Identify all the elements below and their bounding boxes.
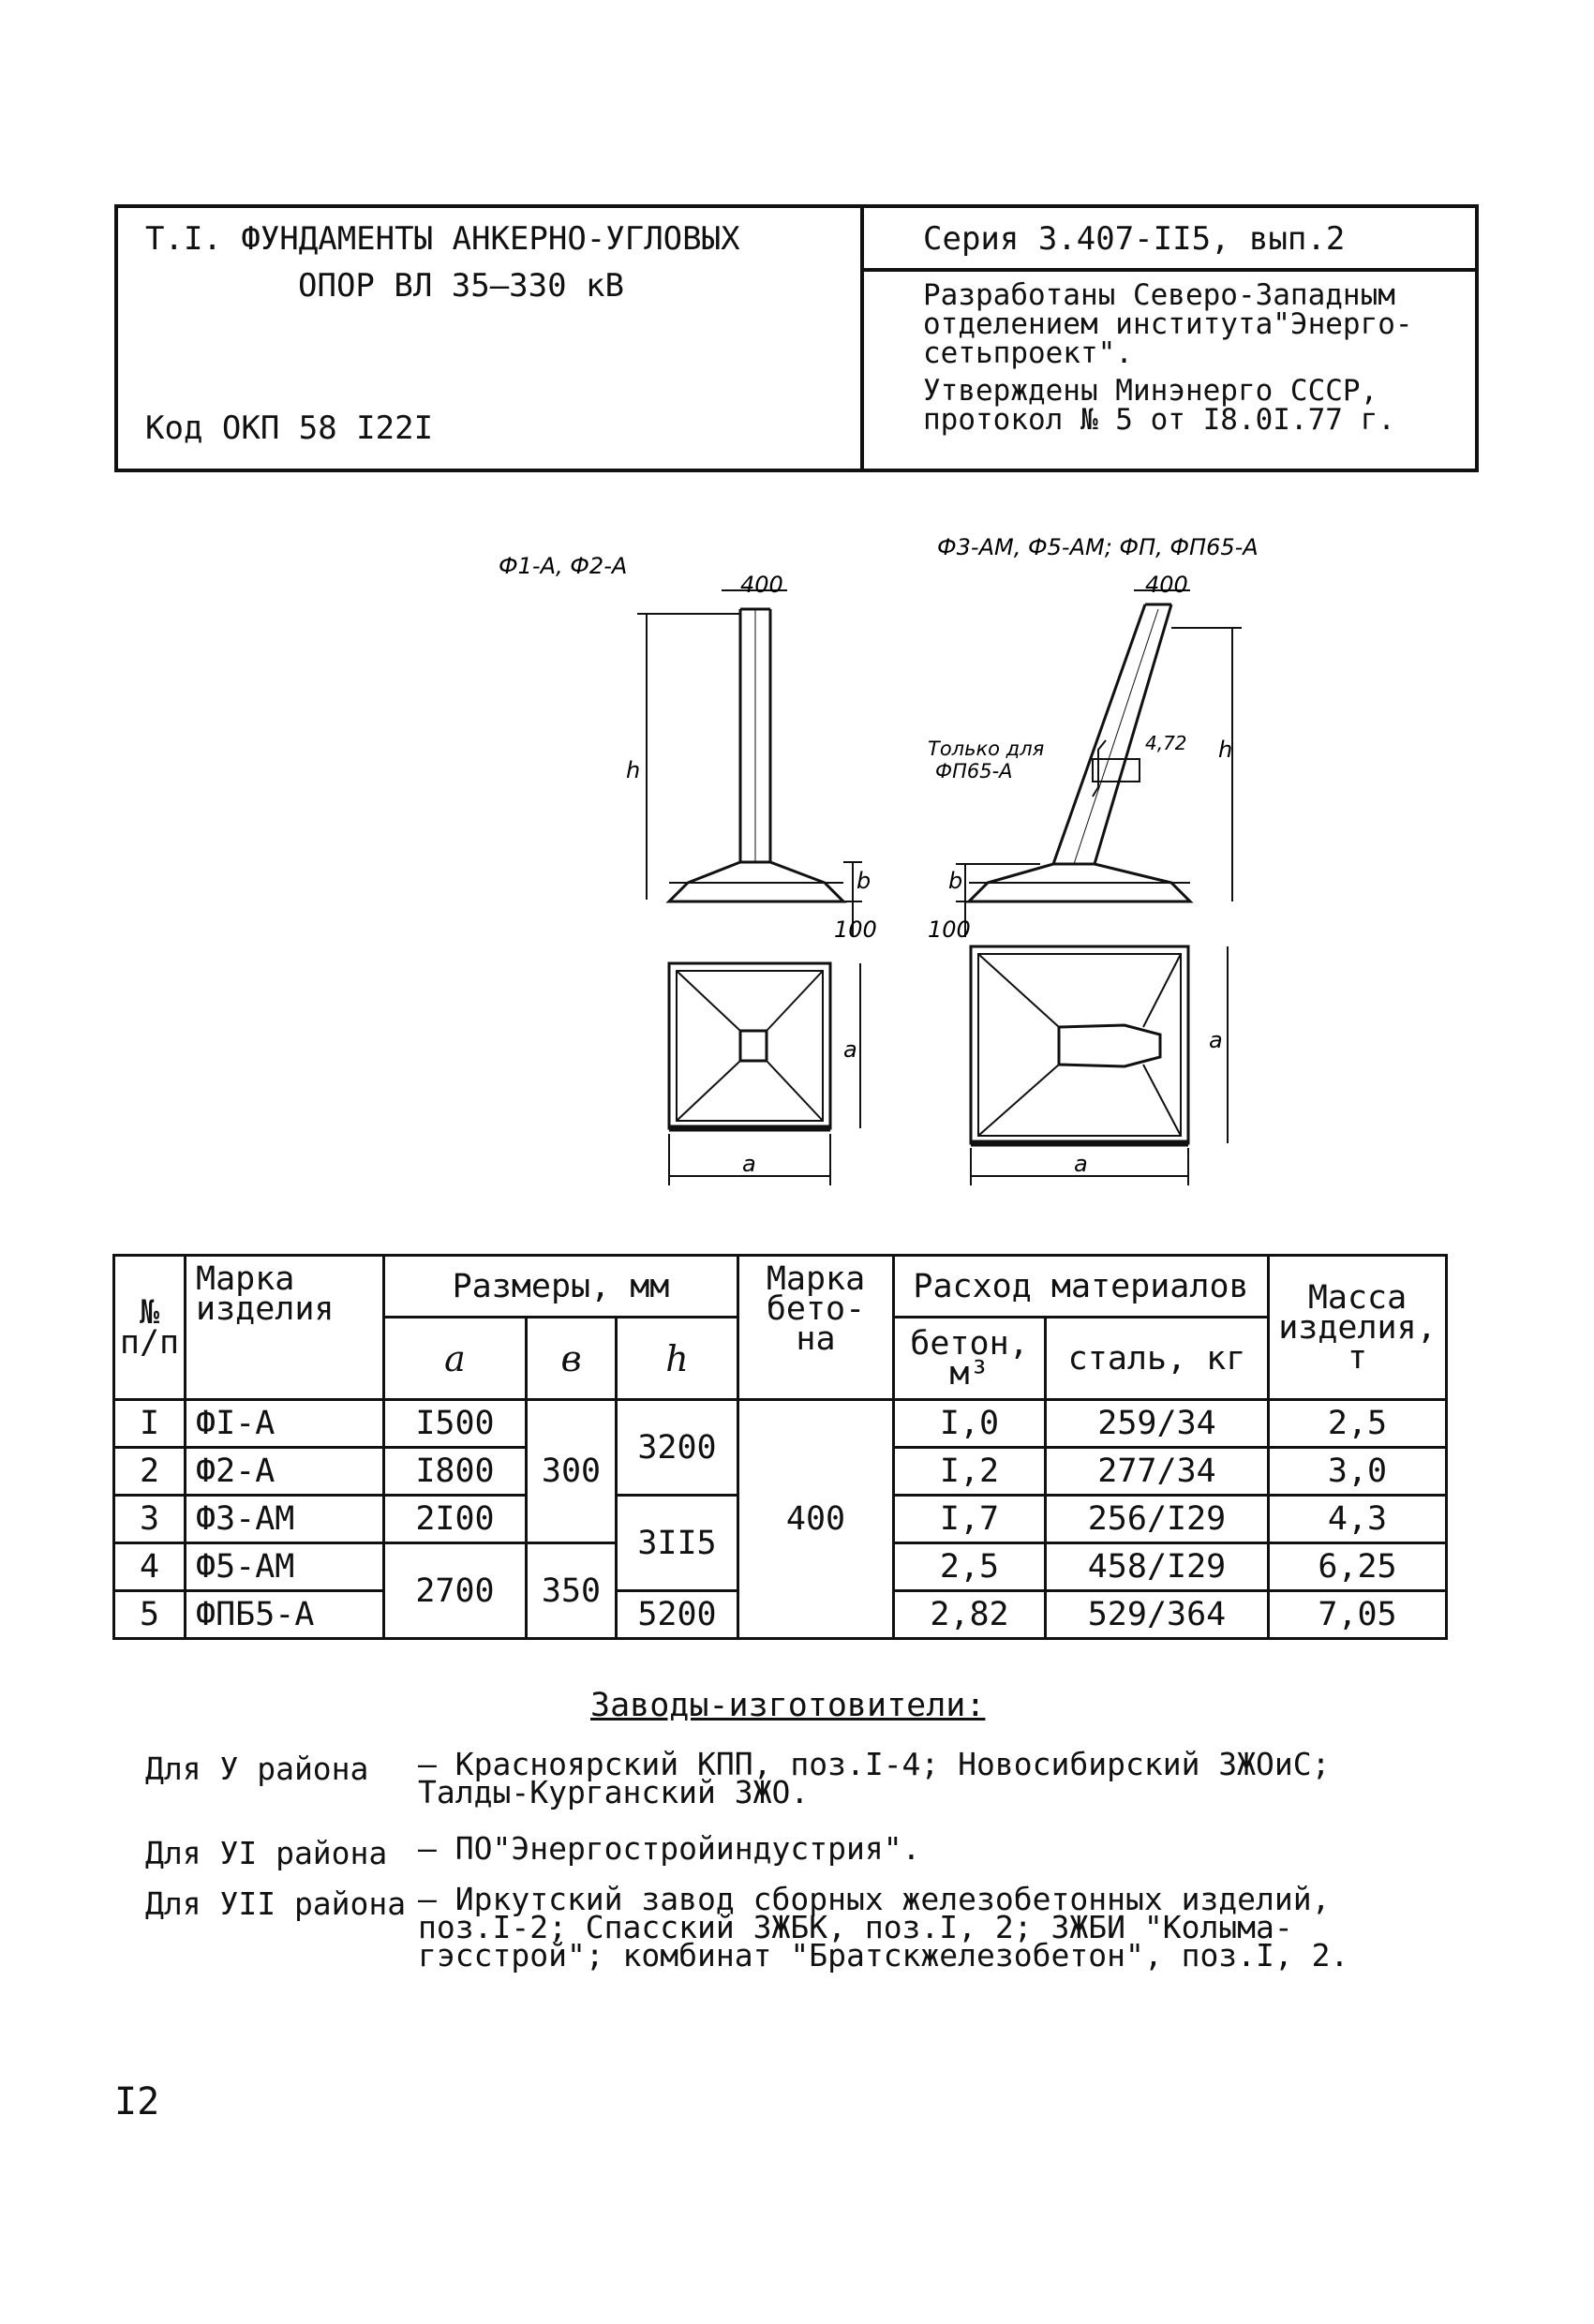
manufacturer-text: – ПО"Энергостройиндустрия". bbox=[418, 1830, 921, 1867]
manufacturers-title: Заводы-изготовители: bbox=[590, 1687, 986, 1724]
cell-mass: 7,05 bbox=[1269, 1591, 1447, 1639]
product-code: Код ОКП 58 I22I bbox=[145, 410, 434, 447]
cell-steel: 277/34 bbox=[1046, 1448, 1269, 1496]
cell-mass: 6,25 bbox=[1269, 1543, 1447, 1591]
cell-mass: 2,5 bbox=[1269, 1400, 1447, 1448]
series-label: Серия 3.407-II5, вып.2 bbox=[923, 220, 1346, 258]
col-header-concrete: бетон, м³ bbox=[894, 1318, 1046, 1400]
dim-label: 400 bbox=[740, 572, 783, 598]
cell-mass: 3,0 bbox=[1269, 1448, 1447, 1496]
note-label: ФП65-А bbox=[935, 760, 1013, 782]
dim-label: b bbox=[948, 868, 963, 894]
cell-mark: ФI-А bbox=[186, 1400, 384, 1448]
cell-mark: ФПБ5-А bbox=[186, 1591, 384, 1639]
spec-table bbox=[112, 1254, 1448, 1640]
col-header-mass: Масса изделия, т bbox=[1269, 1256, 1447, 1400]
dim-label: h bbox=[626, 757, 641, 783]
doc-title-line2: ОПОР ВЛ 35–330 кВ bbox=[298, 267, 624, 305]
manufacturer-text: поз.I-2; Спасский ЗЖБК, поз.I, 2; ЗЖБИ "Колыма- bbox=[418, 1909, 1293, 1945]
right-drawing-title: Ф3-АМ, Ф5-АМ; ФП, ФП65-А bbox=[937, 534, 1259, 560]
manufacturer-region: Для УII района bbox=[145, 1885, 407, 1922]
dim-label: a bbox=[1209, 1027, 1223, 1053]
page-number: I2 bbox=[114, 2080, 160, 2123]
cell-a: 2I00 bbox=[384, 1496, 527, 1543]
right-plan bbox=[971, 946, 1228, 1185]
cell-concrete: I,0 bbox=[894, 1400, 1046, 1448]
cell-h: 3200 bbox=[617, 1400, 738, 1496]
developer-line: отделением института"Энерго- bbox=[923, 307, 1413, 341]
cell-h: 5200 bbox=[617, 1591, 738, 1639]
cell-concrete: 2,82 bbox=[894, 1591, 1046, 1639]
developer-line: Разработаны Северо-Западным bbox=[923, 278, 1395, 312]
cell-b: 350 bbox=[527, 1543, 617, 1639]
col-header-concrete-grade: Марка бето- на bbox=[738, 1256, 894, 1400]
table-row bbox=[114, 1400, 1447, 1448]
col-header-dims: Размеры, мм bbox=[384, 1256, 738, 1318]
cell-a: 2700 bbox=[384, 1543, 527, 1639]
dim-label: b bbox=[857, 868, 871, 894]
dim-label: 100 bbox=[928, 916, 971, 943]
cell-b: 300 bbox=[527, 1400, 617, 1543]
approved-line: протокол № 5 от I8.0I.77 г. bbox=[923, 403, 1395, 437]
manufacturer-region: Для У района bbox=[145, 1750, 369, 1787]
cell-num: 5 bbox=[114, 1591, 186, 1639]
cell-concrete: I,2 bbox=[894, 1448, 1046, 1496]
cell-num: 4 bbox=[114, 1543, 186, 1591]
cell-h: 3II5 bbox=[617, 1496, 738, 1591]
cell-steel: 259/34 bbox=[1046, 1400, 1269, 1448]
doc-title-line1: Т.I. ФУНДАМЕНТЫ АНКЕРНО-УГЛОВЫХ bbox=[145, 220, 740, 258]
note-label: Только для bbox=[928, 737, 1045, 760]
cell-concrete: 2,5 bbox=[894, 1543, 1046, 1591]
dim-label: 100 bbox=[834, 916, 877, 943]
cell-concrete-grade: 400 bbox=[738, 1400, 894, 1639]
col-header-h: h bbox=[617, 1318, 738, 1400]
manufacturer-region: Для УI района bbox=[145, 1835, 388, 1871]
dim-label: a bbox=[1074, 1151, 1088, 1177]
approved-line: Утверждены Минэнерго СССР, bbox=[923, 374, 1378, 408]
dim-label: a bbox=[742, 1151, 756, 1177]
cell-mark: Ф2-А bbox=[186, 1448, 384, 1496]
dim-label: 4,72 bbox=[1145, 732, 1187, 754]
left-plan bbox=[669, 963, 860, 1185]
left-elevation bbox=[637, 590, 862, 937]
cell-a: I800 bbox=[384, 1448, 527, 1496]
col-header-materials: Расход материалов bbox=[894, 1256, 1269, 1318]
left-drawing-title: Ф1-А, Ф2-А bbox=[499, 553, 628, 579]
cell-steel: 529/364 bbox=[1046, 1591, 1269, 1639]
cell-num: 2 bbox=[114, 1448, 186, 1496]
manufacturer-text: Талды-Курганский ЗЖО. bbox=[418, 1774, 810, 1810]
cell-a: I500 bbox=[384, 1400, 527, 1448]
cell-steel: 256/I29 bbox=[1046, 1496, 1269, 1543]
col-header-b: в bbox=[527, 1318, 617, 1400]
col-header-num: № п/п bbox=[114, 1256, 186, 1400]
dim-label: h bbox=[1218, 737, 1233, 763]
cell-mass: 4,3 bbox=[1269, 1496, 1447, 1543]
cell-mark: Ф3-АМ bbox=[186, 1496, 384, 1543]
col-header-a: a bbox=[384, 1318, 527, 1400]
col-header-steel: сталь, кг bbox=[1046, 1318, 1269, 1400]
cell-mark: Ф5-АМ bbox=[186, 1543, 384, 1591]
col-header-mark: Марка изделия bbox=[186, 1256, 384, 1400]
dim-label: a bbox=[843, 1036, 857, 1063]
dim-label: 400 bbox=[1145, 572, 1188, 598]
manufacturer-text: – Иркутский завод сборных железобетонных изделий, bbox=[418, 1881, 1331, 1917]
manufacturer-text: гэсстрой"; комбинат "Братскжелезобетон", поз.I, 2. bbox=[418, 1937, 1349, 1974]
cell-concrete: I,7 bbox=[894, 1496, 1046, 1543]
cell-num: 3 bbox=[114, 1496, 186, 1543]
developer-line: сетьпроект". bbox=[923, 336, 1133, 370]
cell-num: I bbox=[114, 1400, 186, 1448]
cell-steel: 458/I29 bbox=[1046, 1543, 1269, 1591]
manufacturer-text: – Красноярский КПП, поз.I-4; Новосибирский ЗЖОиС; bbox=[418, 1746, 1331, 1782]
